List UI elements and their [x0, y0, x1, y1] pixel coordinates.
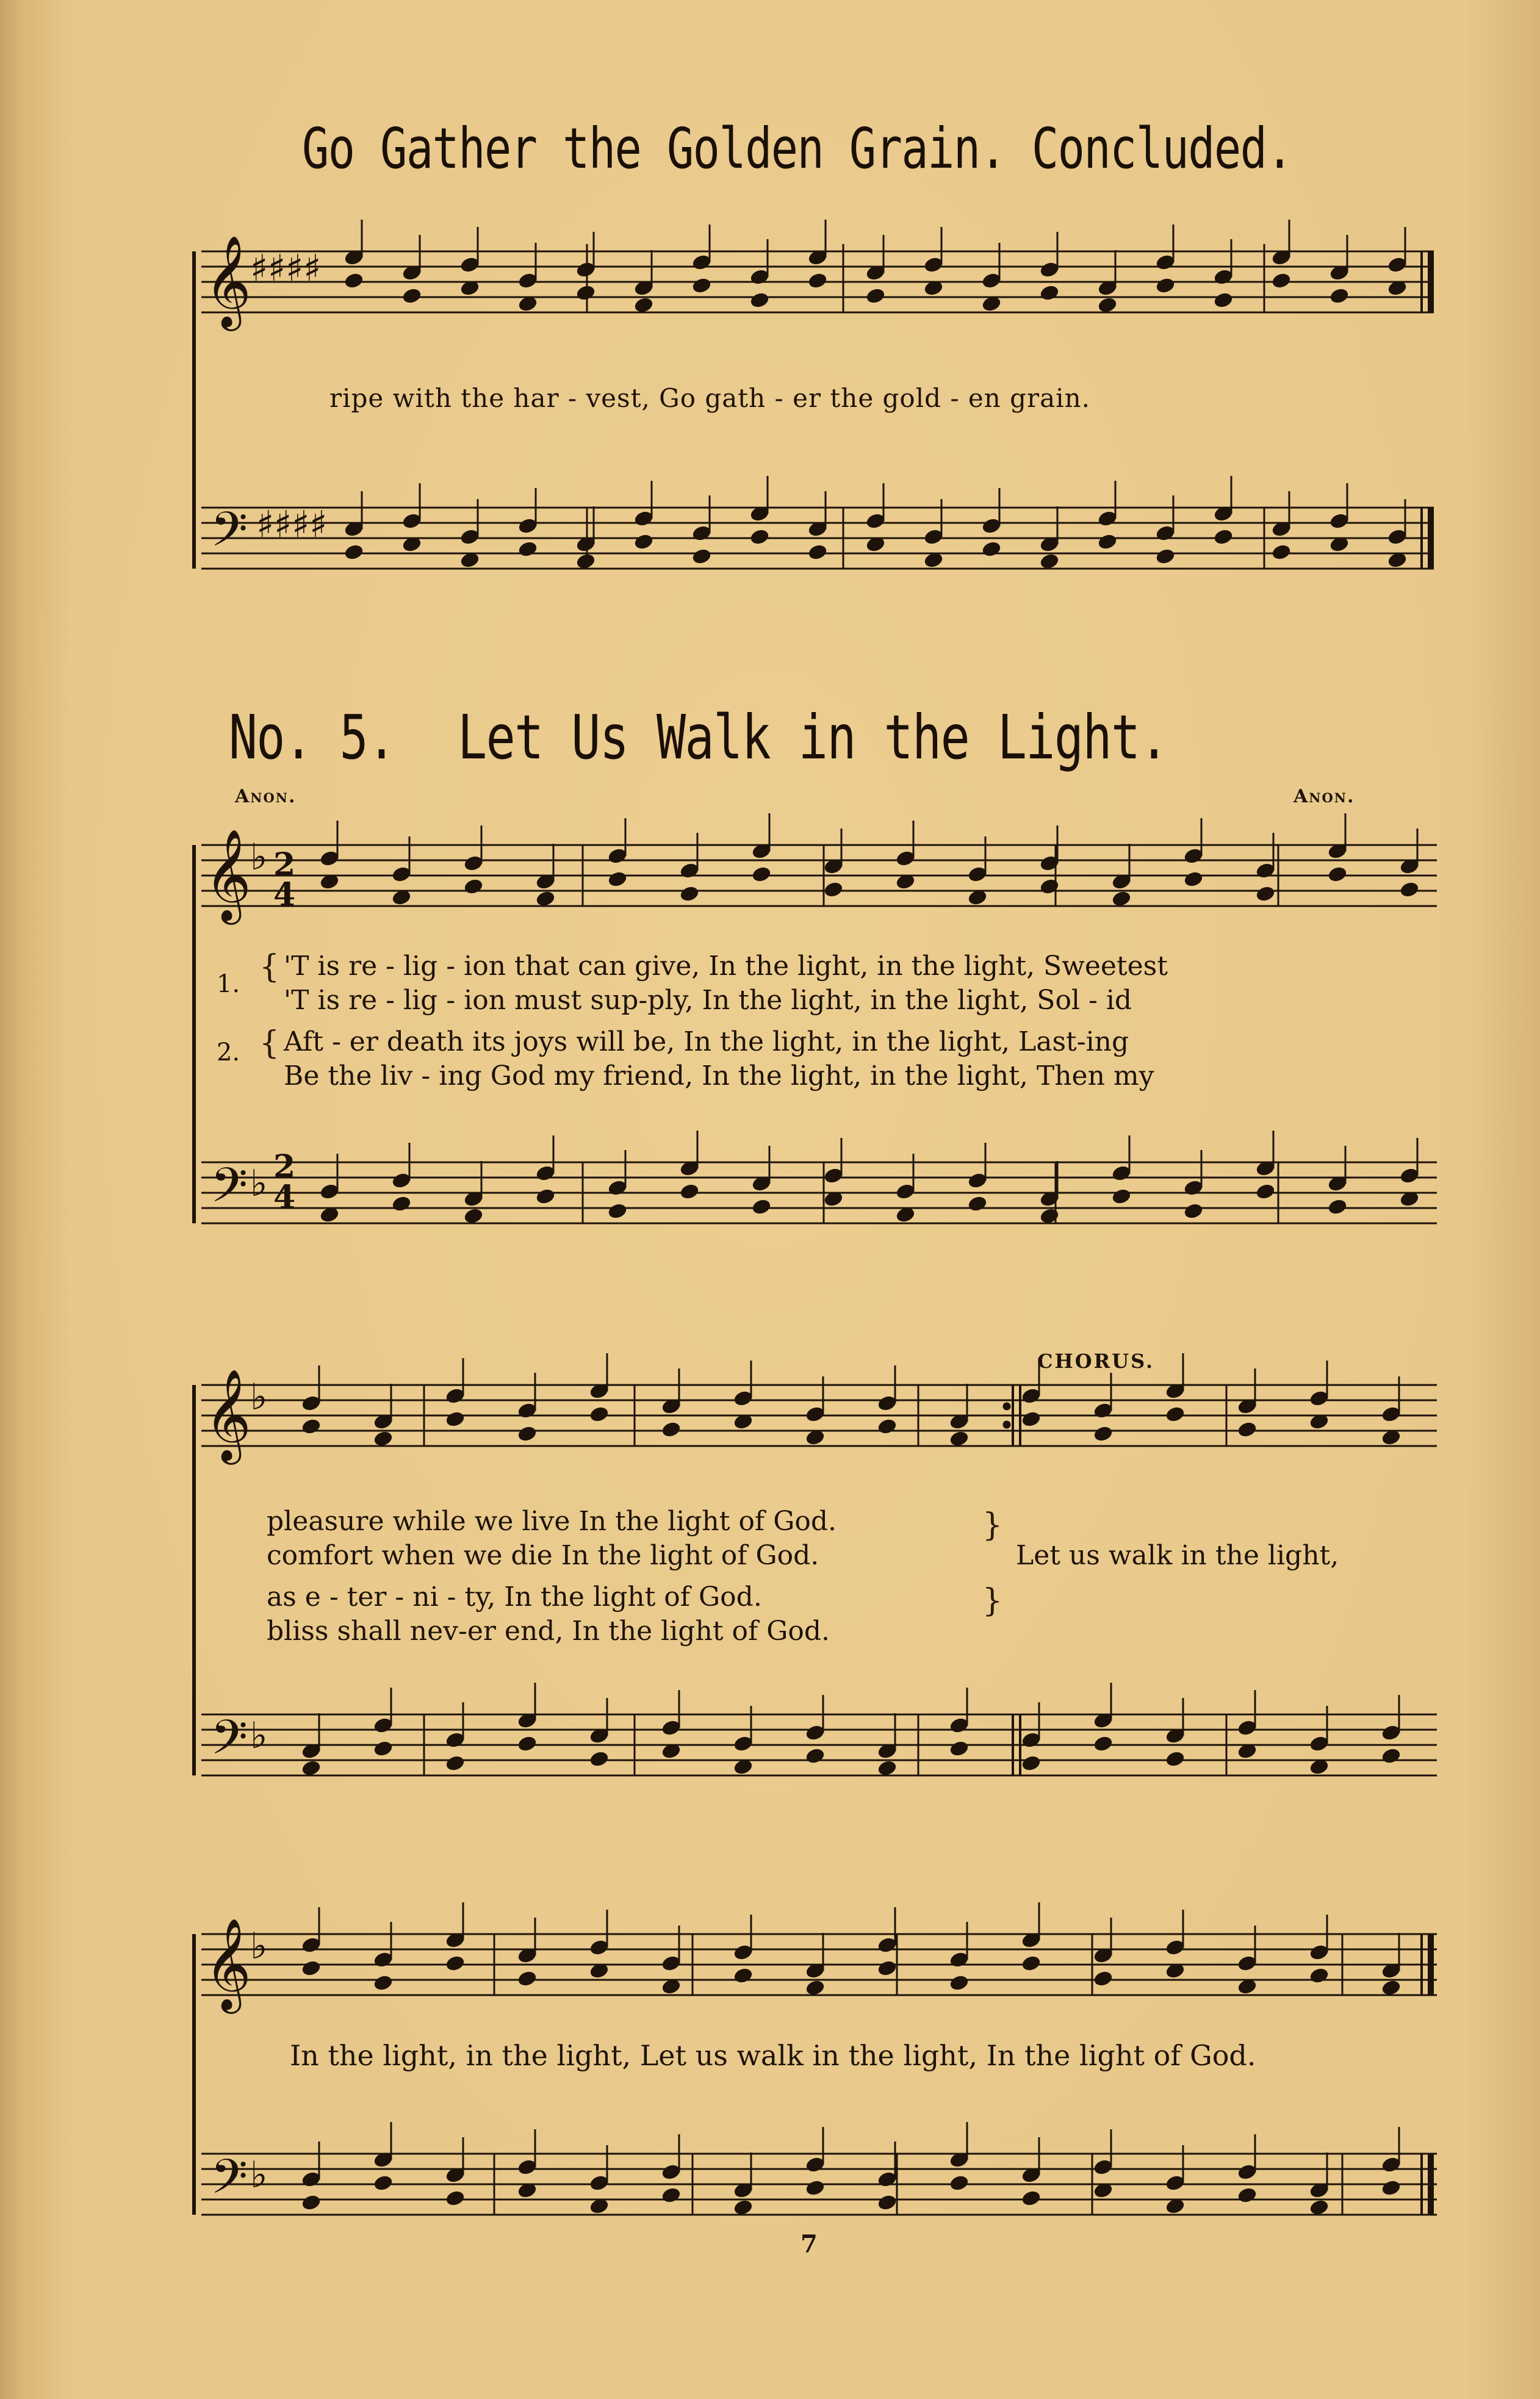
page-number: 7 — [801, 2230, 818, 2259]
note-head — [1039, 553, 1059, 570]
note-head — [445, 2190, 465, 2207]
note-head — [344, 272, 364, 289]
note-head — [1271, 272, 1291, 289]
note-head — [805, 1747, 825, 1764]
note-head — [661, 2187, 681, 2204]
note-head — [1255, 885, 1275, 902]
note-head — [823, 881, 843, 898]
note-head — [1381, 1979, 1401, 1996]
note-head — [575, 284, 595, 301]
note-head — [877, 1418, 897, 1435]
note-head — [1039, 284, 1059, 301]
note-head — [1155, 277, 1175, 294]
note-head — [301, 1960, 321, 1977]
note-head — [517, 1735, 537, 1752]
verse-number-2: 2. — [217, 1038, 240, 1066]
note-head — [1155, 548, 1175, 565]
lyric-brace: } — [982, 1583, 1003, 1619]
key-signature-flat: ♭ — [250, 1162, 268, 1205]
note-head — [1327, 866, 1347, 883]
note-head — [1183, 871, 1203, 888]
note-head — [1093, 1970, 1113, 1987]
key-signature-sharps: ♯♯♯♯ — [250, 247, 322, 290]
note-head — [807, 272, 827, 289]
note-head — [661, 1421, 681, 1438]
note-head — [981, 541, 1001, 558]
note-head — [301, 1760, 321, 1777]
words-credit: Anon. — [235, 786, 297, 807]
treble-clef-icon: 𝄞 — [204, 234, 251, 327]
note-head — [517, 1425, 537, 1442]
verse2-line-a: Aft - er death its joys will be, In the light, in the light, Last-ing — [284, 1026, 1129, 1057]
note-head — [517, 541, 538, 558]
note-head — [805, 2179, 825, 2196]
note-head — [463, 1207, 483, 1225]
key-signature-flat: ♭ — [250, 2154, 268, 2196]
note-head — [445, 1955, 465, 1972]
note-head — [535, 1188, 555, 1205]
top-section-title: Go Gather the Golden Grain. Concluded. — [302, 116, 1293, 181]
time-signature: 4 — [273, 876, 296, 913]
system3-lyric: In the light, in the light, Let us walk in the light, In the light of God. — [290, 2039, 1256, 2072]
key-signature-sharps: ♯♯♯♯ — [256, 503, 328, 546]
note-head — [949, 1430, 969, 1447]
hymn-number: No. 5. — [229, 702, 395, 773]
note-head — [733, 1967, 753, 1984]
key-signature-flat: ♭ — [250, 836, 268, 879]
bass-clef-icon: 𝄢 — [210, 1710, 248, 1777]
note-head — [391, 1195, 411, 1212]
note-head — [344, 544, 364, 561]
top-section-lyric: ripe with the har - vest, Go gath - er the gold - en grain. — [329, 383, 1090, 413]
note-head — [463, 878, 483, 895]
music-credit: Anon. — [1294, 786, 1355, 807]
note-head — [535, 890, 555, 907]
time-signature: 2 — [273, 1148, 296, 1185]
note-head — [1039, 1207, 1059, 1225]
note-head — [301, 2194, 321, 2211]
treble-clef-icon: 𝄞 — [204, 1368, 251, 1461]
note-head — [607, 1203, 627, 1220]
note-head — [967, 1195, 987, 1212]
note-head — [633, 297, 653, 314]
note-head — [949, 1974, 969, 1991]
hymn-title: Let Us Walk in the Light. — [458, 702, 1168, 773]
note-head — [1093, 1735, 1113, 1752]
key-signature-flat: ♭ — [250, 1925, 268, 1968]
note-head — [691, 277, 711, 294]
note-head — [733, 2199, 753, 2216]
note-head — [1097, 297, 1117, 314]
key-signature-flat: ♭ — [250, 1714, 268, 1757]
staff-1-treble — [201, 845, 1437, 906]
note-head — [373, 1974, 393, 1991]
note-head — [749, 528, 769, 545]
system2-line-4: bliss shall nev-er end, In the light of God. — [267, 1616, 830, 1647]
note-head — [1271, 544, 1291, 561]
note-head — [1021, 1955, 1041, 1972]
note-head — [373, 2174, 393, 2192]
note-head — [1309, 1967, 1329, 1984]
note-head — [949, 1740, 969, 1757]
note-head — [751, 866, 771, 883]
note-head — [1329, 287, 1349, 304]
system2-line-2: comfort when we die In the light of God. — [267, 1540, 819, 1571]
note-head — [445, 1411, 465, 1428]
note-head — [679, 1183, 699, 1200]
note-head — [865, 287, 885, 304]
note-head — [517, 1970, 537, 1987]
note-head — [1021, 1411, 1041, 1428]
note-head — [1309, 2199, 1329, 2216]
note-head — [401, 287, 422, 304]
note-head — [1039, 878, 1059, 895]
chorus-text: Let us walk in the light, — [1016, 1540, 1339, 1571]
note-head — [1165, 1750, 1185, 1768]
key-signature-flat: ♭ — [250, 1376, 268, 1419]
verse1-line-a: 'T is re - lig - ion that can give, In the light, in the light, Sweetest — [284, 951, 1168, 982]
note-head — [575, 553, 595, 570]
time-signature: 2 — [273, 846, 296, 883]
note-head — [1213, 528, 1233, 545]
note-head — [373, 1740, 393, 1757]
note-head — [1097, 533, 1117, 550]
note-head — [751, 1198, 771, 1215]
note-head — [607, 871, 627, 888]
note-head — [1165, 1406, 1185, 1423]
note-head — [1255, 1183, 1275, 1200]
verse-number-1: 1. — [217, 970, 240, 998]
bass-clef-icon: 𝄢 — [210, 1158, 248, 1225]
note-head — [1237, 2187, 1257, 2204]
lyric-brace: { — [259, 1025, 280, 1062]
note-head — [1237, 1421, 1257, 1438]
note-head — [1399, 881, 1419, 898]
note-head — [373, 1430, 393, 1447]
note-head — [301, 1418, 321, 1435]
note-head — [877, 2194, 897, 2211]
note-head — [679, 885, 699, 902]
note-head — [1111, 1188, 1131, 1205]
note-head — [633, 533, 653, 550]
note-head — [1381, 2179, 1401, 2196]
note-head — [1381, 1747, 1401, 1764]
note-head — [807, 544, 827, 561]
note-head — [589, 1406, 609, 1423]
lyric-brace: } — [982, 1507, 1003, 1544]
note-head — [445, 1755, 465, 1772]
note-head — [749, 292, 769, 309]
system2-line-3: as e - ter - ni - ty, In the light of God. — [267, 1581, 762, 1613]
note-head — [691, 548, 711, 565]
note-head — [949, 2174, 969, 2192]
system2-line-1: pleasure while we live In the light of God. — [267, 1506, 837, 1537]
note-head — [1021, 2190, 1041, 2207]
note-head — [1093, 1425, 1113, 1442]
verse2-line-b: Be the liv - ing God my friend, In the light, in the light, Then my — [284, 1060, 1154, 1092]
note-head — [805, 1979, 825, 1996]
note-head — [877, 1960, 897, 1977]
note-head — [1021, 1755, 1041, 1772]
note-head — [1213, 292, 1233, 309]
note-head — [1111, 890, 1131, 907]
lyric-brace: { — [259, 949, 280, 985]
verse1-line-b: 'T is re - lig - ion must sup-ply, In the light, in the light, Sol - id — [284, 985, 1132, 1016]
time-signature: 4 — [273, 1179, 296, 1216]
treble-clef-icon: 𝄞 — [204, 1917, 251, 2010]
treble-clef-icon: 𝄞 — [204, 828, 251, 921]
bass-clef-icon: 𝄢 — [210, 2149, 248, 2217]
note-head — [589, 1750, 609, 1768]
bass-clef-icon: 𝄢 — [210, 502, 248, 569]
chorus-label: CHORUS. — [1037, 1350, 1155, 1373]
note-head — [1327, 1198, 1347, 1215]
note-head — [1183, 1203, 1203, 1220]
note-head — [877, 1760, 897, 1777]
